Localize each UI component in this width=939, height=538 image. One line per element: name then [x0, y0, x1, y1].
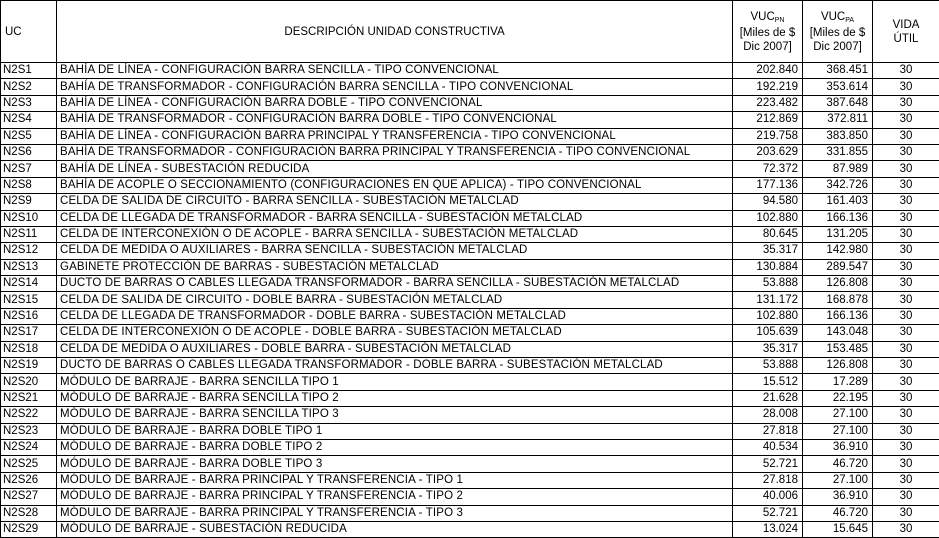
uc-cell: N2S29 — [1, 521, 57, 537]
description-cell: MÓDULO DE BARRAJE - BARRA DOBLE TIPO 3 — [57, 456, 733, 472]
uc-cell: N2S3 — [1, 95, 57, 111]
vida-util-cell: 30 — [873, 423, 939, 439]
vida-util-cell: 30 — [873, 472, 939, 488]
table-row — [1, 276, 939, 292]
vuc-pn-cell: 13.024 — [733, 521, 803, 537]
header-vuc-pa-sub: PA — [845, 17, 854, 24]
header-vuc-pn-unit2: Dic 2007] — [743, 41, 792, 53]
vuc-pn-cell: 21.628 — [733, 390, 803, 406]
vuc-pa-cell: 161.403 — [803, 194, 873, 210]
table-row — [1, 521, 939, 537]
vuc-pa-cell: 27.100 — [803, 472, 873, 488]
vuc-pa-cell: 383.850 — [803, 128, 873, 144]
table-row — [1, 341, 939, 357]
vida-util-cell: 30 — [873, 226, 939, 242]
vida-util-cell: 30 — [873, 456, 939, 472]
header-vida-util-line2: ÚTIL — [894, 33, 919, 45]
description-cell: CELDA DE LLEGADA DE TRANSFORMADOR - DOBLE BARRA - SUBESTACIÓN METALCLAD — [57, 308, 733, 324]
vuc-pa-cell: 126.808 — [803, 276, 873, 292]
vuc-pn-cell: 72.372 — [733, 161, 803, 177]
uc-cell: N2S26 — [1, 472, 57, 488]
vuc-pn-cell: 28.008 — [733, 407, 803, 423]
vuc-pa-cell: 142.980 — [803, 243, 873, 259]
vuc-pa-cell: 36.910 — [803, 489, 873, 505]
vida-util-cell: 30 — [873, 210, 939, 226]
description-cell: CELDA DE INTERCONEXIÓN O DE ACOPLE - BARRA SENCILLA - SUBESTACIÓN METALCLAD — [57, 226, 733, 242]
uc-cell: N2S22 — [1, 407, 57, 423]
vuc-pn-cell: 35.317 — [733, 341, 803, 357]
vuc-pa-cell: 27.100 — [803, 407, 873, 423]
vida-util-cell: 30 — [873, 128, 939, 144]
table-row — [1, 358, 939, 374]
description-cell: MÓDULO DE BARRAJE - BARRA SENCILLA TIPO 2 — [57, 390, 733, 406]
description-cell: BAHÍA DE LÍNEA - CONFIGURACIÓN BARRA SENCILLA - TIPO CONVENCIONAL — [57, 63, 733, 79]
description-cell: BAHÍA DE TRANSFORMADOR - CONFIGURACIÓN BARRA PRINCIPAL Y TRANSFERENCIA - TIPO CONVENCIONAL — [57, 144, 733, 160]
uc-cell: N2S23 — [1, 423, 57, 439]
vida-util-cell: 30 — [873, 177, 939, 193]
table-body — [1, 63, 939, 538]
vuc-pn-cell: 130.884 — [733, 259, 803, 275]
description-cell: MÓDULO DE BARRAJE - BARRA PRINCIPAL Y TRANSFERENCIA - TIPO 2 — [57, 489, 733, 505]
header-vuc-pa-unit2: Dic 2007] — [813, 41, 862, 53]
uc-cell: N2S16 — [1, 308, 57, 324]
header-row — [1, 1, 939, 63]
vuc-pn-cell: 212.869 — [733, 112, 803, 128]
table-row — [1, 79, 939, 95]
table-row — [1, 128, 939, 144]
vida-util-cell: 30 — [873, 95, 939, 111]
vuc-pa-cell: 153.485 — [803, 341, 873, 357]
uc-cell: N2S17 — [1, 325, 57, 341]
header-description: DESCRIPCIÓN UNIDAD CONSTRUCTIVA — [57, 1, 733, 63]
vida-util-cell: 30 — [873, 390, 939, 406]
vida-util-cell: 30 — [873, 243, 939, 259]
header-vuc-pn-main: VUC — [750, 11, 774, 23]
vida-util-cell: 30 — [873, 489, 939, 505]
vuc-pa-cell: 87.989 — [803, 161, 873, 177]
uc-cell: N2S13 — [1, 259, 57, 275]
description-cell: CELDA DE MEDIDA O AUXILIARES - BARRA SENCILLA - SUBESTACIÓN METALCLAD — [57, 243, 733, 259]
vuc-pn-cell: 192.219 — [733, 79, 803, 95]
uc-cell: N2S28 — [1, 505, 57, 521]
description-cell: MÓDULO DE BARRAJE - BARRA DOBLE TIPO 2 — [57, 439, 733, 455]
vida-util-cell: 30 — [873, 63, 939, 79]
vida-util-cell: 30 — [873, 144, 939, 160]
table-row — [1, 308, 939, 324]
description-cell: DUCTO DE BARRAS O CABLES LLEGADA TRANSFORMADOR - BARRA SENCILLA - SUBESTACIÓN METALCLAD — [57, 276, 733, 292]
vida-util-cell: 30 — [873, 112, 939, 128]
vuc-pn-cell: 52.721 — [733, 456, 803, 472]
vida-util-cell: 30 — [873, 374, 939, 390]
description-cell: CELDA DE MEDIDA O AUXILIARES - DOBLE BARRA - SUBESTACIÓN METALCLAD — [57, 341, 733, 357]
table-row — [1, 259, 939, 275]
vuc-pn-cell: 131.172 — [733, 292, 803, 308]
table-row — [1, 423, 939, 439]
vuc-pa-cell: 17.289 — [803, 374, 873, 390]
table-row — [1, 456, 939, 472]
vuc-pa-cell: 368.451 — [803, 63, 873, 79]
vuc-pn-cell: 27.818 — [733, 472, 803, 488]
table-row — [1, 112, 939, 128]
vuc-pn-cell: 40.534 — [733, 439, 803, 455]
vida-util-cell: 30 — [873, 521, 939, 537]
description-cell: DUCTO DE BARRAS O CABLES LLEGADA TRANSFORMADOR - DOBLE BARRA - SUBESTACIÓN METALCLAD — [57, 358, 733, 374]
description-cell: MÓDULO DE BARRAJE - BARRA DOBLE TIPO 1 — [57, 423, 733, 439]
vuc-pn-cell: 15.512 — [733, 374, 803, 390]
header-vuc-pn-unit1: [Miles de $ — [740, 27, 796, 39]
description-cell: BAHÍA DE TRANSFORMADOR - CONFIGURACIÓN BARRA SENCILLA - TIPO CONVENCIONAL — [57, 79, 733, 95]
vuc-pa-cell: 166.136 — [803, 210, 873, 226]
uc-cell: N2S7 — [1, 161, 57, 177]
vuc-pn-cell: 80.645 — [733, 226, 803, 242]
uc-cell: N2S2 — [1, 79, 57, 95]
description-cell: BAHÍA DE TRANSFORMADOR - CONFIGURACIÓN BARRA DOBLE - TIPO CONVENCIONAL — [57, 112, 733, 128]
vuc-pn-cell: 203.629 — [733, 144, 803, 160]
header-vuc-pa-main: VUC — [821, 11, 845, 23]
table-row — [1, 489, 939, 505]
vida-util-cell: 30 — [873, 325, 939, 341]
vuc-pn-cell: 52.721 — [733, 505, 803, 521]
vuc-pn-cell: 53.888 — [733, 358, 803, 374]
table-row — [1, 439, 939, 455]
table-row — [1, 390, 939, 406]
vuc-pa-cell: 46.720 — [803, 456, 873, 472]
header-vuc-pa — [803, 1, 873, 63]
description-cell: BAHÍA DE LÍNEA - SUBESTACIÓN REDUCIDA — [57, 161, 733, 177]
description-cell: MÓDULO DE BARRAJE - BARRA SENCILLA TIPO 1 — [57, 374, 733, 390]
table-row — [1, 95, 939, 111]
table-row — [1, 374, 939, 390]
vuc-pa-cell: 131.205 — [803, 226, 873, 242]
table-row — [1, 194, 939, 210]
vuc-pa-cell: 168.878 — [803, 292, 873, 308]
uc-cell: N2S6 — [1, 144, 57, 160]
table-row — [1, 63, 939, 79]
vuc-pa-cell: 27.100 — [803, 423, 873, 439]
header-vida-util — [873, 1, 939, 63]
vuc-pa-cell: 289.547 — [803, 259, 873, 275]
header-vida-util-line1: VIDA — [893, 19, 920, 31]
description-cell: GABINETE PROTECCIÓN DE BARRAS - SUBESTACIÓN METALCLAD — [57, 259, 733, 275]
uc-cell: N2S21 — [1, 390, 57, 406]
vida-util-cell: 30 — [873, 259, 939, 275]
uc-cell: N2S15 — [1, 292, 57, 308]
table-row — [1, 472, 939, 488]
vida-util-cell: 30 — [873, 407, 939, 423]
vuc-pa-cell: 143.048 — [803, 325, 873, 341]
vuc-pa-cell: 331.855 — [803, 144, 873, 160]
uc-cell: N2S27 — [1, 489, 57, 505]
vuc-pa-cell: 22.195 — [803, 390, 873, 406]
uc-cell: N2S11 — [1, 226, 57, 242]
description-cell: CELDA DE INTERCONEXIÓN O DE ACOPLE - DOBLE BARRA - SUBESTACIÓN METALCLAD — [57, 325, 733, 341]
table-row — [1, 177, 939, 193]
vida-util-cell: 30 — [873, 439, 939, 455]
header-vuc-pn-sub: PN — [775, 17, 785, 24]
vida-util-cell: 30 — [873, 79, 939, 95]
vida-util-cell: 30 — [873, 161, 939, 177]
vuc-pn-cell: 219.758 — [733, 128, 803, 144]
vuc-pa-cell: 353.614 — [803, 79, 873, 95]
uc-cell: N2S14 — [1, 276, 57, 292]
vuc-pn-cell: 177.136 — [733, 177, 803, 193]
description-cell: BAHÍA DE LÍNEA - CONFIGURACIÓN BARRA DOBLE - TIPO CONVENCIONAL — [57, 95, 733, 111]
table-row — [1, 243, 939, 259]
description-cell: MÓDULO DE BARRAJE - SUBESTACIÓN REDUCIDA — [57, 521, 733, 537]
description-cell: CELDA DE SALIDA DE CIRCUITO - BARRA SENCILLA - SUBESTACIÓN METALCLAD — [57, 194, 733, 210]
table-row — [1, 325, 939, 341]
vuc-pn-cell: 35.317 — [733, 243, 803, 259]
table-row — [1, 210, 939, 226]
vuc-pa-cell: 342.726 — [803, 177, 873, 193]
header-vuc-pa-unit1: [Miles de $ — [810, 27, 866, 39]
header-uc: UC — [1, 1, 57, 63]
description-cell: MÓDULO DE BARRAJE - BARRA SENCILLA TIPO 3 — [57, 407, 733, 423]
vuc-pn-cell: 202.840 — [733, 63, 803, 79]
vuc-pa-cell: 46.720 — [803, 505, 873, 521]
vida-util-cell: 30 — [873, 341, 939, 357]
uc-cell: N2S20 — [1, 374, 57, 390]
description-cell: BAHÍA DE LÍNEA - CONFIGURACIÓN BARRA PRINCIPAL Y TRANSFERENCIA - TIPO CONVENCIONAL — [57, 128, 733, 144]
vuc-pa-cell: 372.811 — [803, 112, 873, 128]
vuc-pa-cell: 166.136 — [803, 308, 873, 324]
uc-cell: N2S12 — [1, 243, 57, 259]
vida-util-cell: 30 — [873, 292, 939, 308]
header-vuc-pn — [733, 1, 803, 63]
uc-cell: N2S1 — [1, 63, 57, 79]
uc-cell: N2S24 — [1, 439, 57, 455]
description-cell: MÓDULO DE BARRAJE - BARRA PRINCIPAL Y TRANSFERENCIA - TIPO 1 — [57, 472, 733, 488]
vuc-pn-cell: 53.888 — [733, 276, 803, 292]
vuc-pa-cell: 126.808 — [803, 358, 873, 374]
vida-util-cell: 30 — [873, 358, 939, 374]
vuc-pn-cell: 105.639 — [733, 325, 803, 341]
uc-cell: N2S8 — [1, 177, 57, 193]
vuc-pn-cell: 27.818 — [733, 423, 803, 439]
vida-util-cell: 30 — [873, 308, 939, 324]
vuc-pa-cell: 36.910 — [803, 439, 873, 455]
vuc-pn-cell: 102.880 — [733, 210, 803, 226]
table-row — [1, 226, 939, 242]
uc-cell: N2S18 — [1, 341, 57, 357]
table-header — [1, 1, 939, 63]
table-row — [1, 407, 939, 423]
vuc-pn-cell: 94.580 — [733, 194, 803, 210]
vida-util-cell: 30 — [873, 276, 939, 292]
description-cell: BAHÍA DE ACOPLE O SECCIONAMIENTO (CONFIGURACIONES EN QUE APLICA) - TIPO CONVENCIONAL — [57, 177, 733, 193]
description-cell: MÓDULO DE BARRAJE - BARRA PRINCIPAL Y TRANSFERENCIA - TIPO 3 — [57, 505, 733, 521]
table-row — [1, 161, 939, 177]
vida-util-cell: 30 — [873, 505, 939, 521]
uc-cell: N2S10 — [1, 210, 57, 226]
vuc-pa-cell: 15.645 — [803, 521, 873, 537]
uc-cell: N2S4 — [1, 112, 57, 128]
description-cell: CELDA DE LLEGADA DE TRANSFORMADOR - BARRA SENCILLA - SUBESTACIÓN METALCLAD — [57, 210, 733, 226]
vuc-pn-cell: 40.006 — [733, 489, 803, 505]
table-row — [1, 292, 939, 308]
description-cell: CELDA DE SALIDA DE CIRCUITO - DOBLE BARRA - SUBESTACIÓN METALCLAD — [57, 292, 733, 308]
vida-util-cell: 30 — [873, 194, 939, 210]
table-row — [1, 144, 939, 160]
vuc-pn-cell: 102.880 — [733, 308, 803, 324]
uc-cell: N2S9 — [1, 194, 57, 210]
vuc-pa-cell: 387.648 — [803, 95, 873, 111]
uc-cell: N2S19 — [1, 358, 57, 374]
vuc-pn-cell: 223.482 — [733, 95, 803, 111]
uc-cell: N2S5 — [1, 128, 57, 144]
table-row — [1, 505, 939, 521]
uc-cell: N2S25 — [1, 456, 57, 472]
